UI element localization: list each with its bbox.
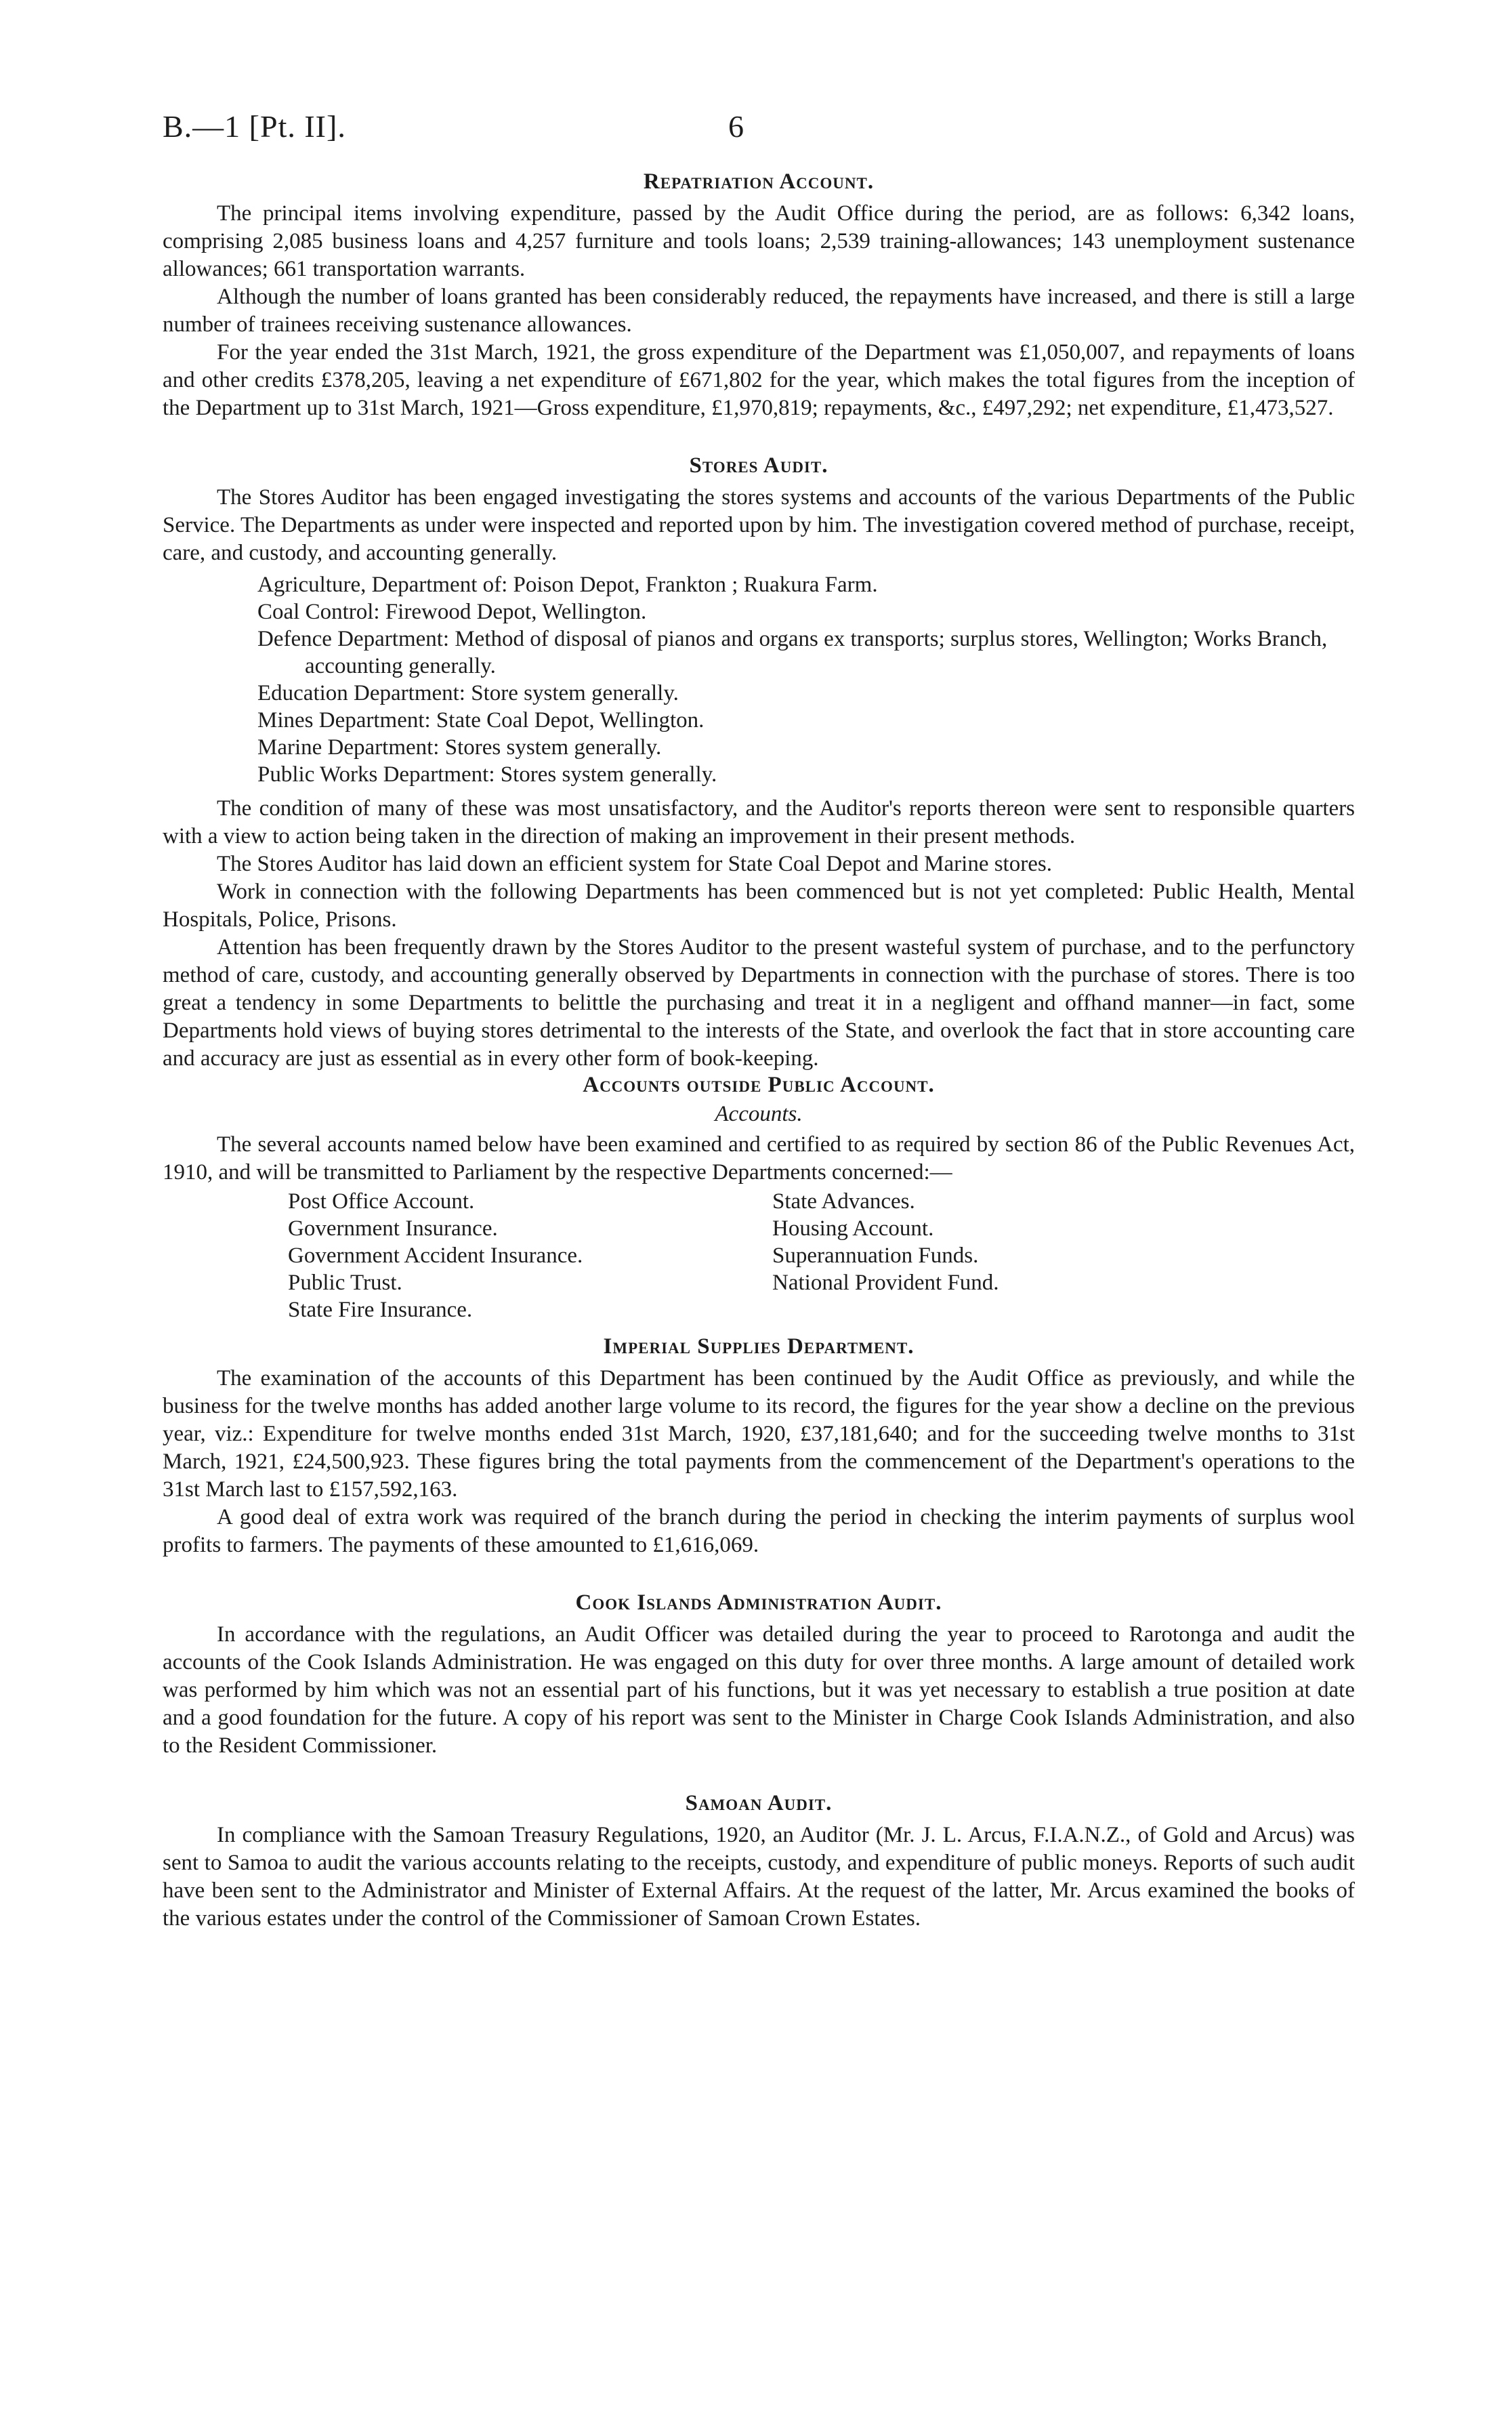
section-imperial-supplies-department: [163, 1334, 1355, 1559]
paragraph: The Stores Auditor has been engaged investigating the stores systems and accounts of the various Departments of the Public Service. The Departments as under were inspected and reported upon by him. The investigation covered method of purchase, receipt, care, and custody, and accounting generally.: [163, 485, 1355, 565]
paragraph: The several accounts named below have been examined and certified to as required by section 86 of the Public Revenues Act, 1910, and will be transmitted to Parliament by the respective Departments concerned:—: [163, 1132, 1355, 1185]
section-heading: Samoan Audit.: [685, 1791, 833, 1815]
section-cook-islands-audit: [163, 1590, 1355, 1760]
paragraph: The Stores Auditor has laid down an efficient system for State Coal Depot and Marine stores.: [217, 852, 1052, 876]
section-stores-audit: [163, 453, 1355, 1073]
list-item: Government Accident Insurance.: [288, 1243, 583, 1268]
list-item: Government Insurance.: [288, 1216, 498, 1241]
list-item: Marine Department: Stores system generally.: [257, 735, 662, 760]
list-item: Agriculture, Department of: Poison Depot, Frankton ; Ruakura Farm.: [257, 573, 878, 597]
section-samoan-audit: [163, 1791, 1355, 1933]
paragraph: In compliance with the Samoan Treasury Regulations, 1920, an Auditor (Mr. J. L. Arcus, F.I.A.N.Z., of Gold and Arcus) was sent to Samoa to audit the various accounts relating to the receipts, custody, and expenditure of public moneys. Reports of such audit have been sent to the Administrator and Minister of External Affairs. At the request of the latter, Mr. Arcus examined the books of the various estates under the control of the Commissioner of Samoan Crown Estates.: [163, 1823, 1355, 1931]
section-heading: Accounts outside Public Account.: [583, 1073, 935, 1097]
list-item: Education Department: Store system generally.: [257, 681, 679, 705]
paragraph: Attention has been frequently drawn by the Stores Auditor to the present wasteful system of purchase, and to the perfunctory method of care, custody, and accounting generally observed by Departments in connection with the purchase of stores. There is too great a tendency in some Departments to belittle the purchasing and treat it in a negligent and offhand manner—in fact, some Departments hold views of buying stores detrimental to the interests of the State, and overlook the fact that in store accounting care and accuracy are just as essential as in every other form of book-keeping.: [163, 935, 1355, 1071]
list-item: National Provident Fund.: [772, 1271, 999, 1295]
list-item: Housing Account.: [772, 1216, 934, 1241]
paragraph: Although the number of loans granted has been considerably reduced, the repayments have increased, and there is still a large number of trainees receiving sustenance allowances.: [163, 285, 1355, 337]
paragraph: The principal items involving expenditure, passed by the Audit Office during the period, are as follows: 6,342 loans, comprising 2,085 business loans and 4,257 furniture and tools loans; 2,539 training-allowances; 143 unemployment sustenance allowances; 661 transportation warrants.: [163, 201, 1355, 281]
accounts-column-right: [772, 1188, 999, 1323]
list-item: Public Works Department: Stores system generally.: [257, 762, 717, 787]
section-heading: Imperial Supplies Department.: [603, 1334, 915, 1359]
page-header: [163, 0, 1355, 169]
paragraph: A good deal of extra work was required of the branch during the period in checking the interim payments of surplus wool profits to farmers. The payments of these amounted to £1,616,069.: [163, 1505, 1355, 1557]
accounts-column-left: [163, 1188, 772, 1323]
list-item: Mines Department: State Coal Depot, Wellington.: [257, 708, 705, 733]
page-number: 6: [728, 109, 744, 144]
paragraph: For the year ended the 31st March, 1921, the gross expenditure of the Department was £1,050,007, and repayments of loans and other credits £378,205, leaving a net expenditure of £671,802 for the year, which makes the total figures from the inception of the Department up to 31st March, 1921—Gross expenditure, £1,970,819; repayments, &c., £497,292; net expenditure, £1,473,527.: [163, 340, 1355, 420]
section-heading: Cook Islands Administration Audit.: [575, 1590, 942, 1615]
list-item: Superannuation Funds.: [772, 1243, 979, 1268]
section-subheading: Accounts.: [715, 1102, 803, 1126]
paragraph: The condition of many of these was most unsatisfactory, and the Auditor's reports thereon were sent to responsible quarters with a view to action being taken in the direction of making an improvement in their present methods.: [163, 796, 1355, 848]
section-repatriation-account: [163, 169, 1355, 422]
paragraph: In accordance with the regulations, an Audit Officer was detailed during the year to proceed to Rarotonga and audit the accounts of the Cook Islands Administration. He was engaged on this duty for over three months. A large amount of detailed work was performed by him which was not an essential part of his functions, but it was yet necessary to establish a true position at date and a good foundation for the future. A copy of his report was sent to the Minister in Charge Cook Islands Administration, and also to the Resident Commissioner.: [163, 1622, 1355, 1758]
document-reference: B.—1 [Pt. II].: [163, 109, 346, 144]
accounts-list: [163, 1188, 1355, 1323]
list-item: Post Office Account.: [288, 1189, 475, 1214]
document-page: [163, 0, 1355, 1933]
list-item: Public Trust.: [288, 1271, 402, 1295]
paragraph: Work in connection with the following Departments has been commenced but is not yet completed: Public Health, Mental Hospitals, Police, Prisons.: [163, 880, 1355, 932]
paragraph: The examination of the accounts of this Department has been continued by the Audit Office as previously, and while the business for the twelve months has added another large volume to its record, the figures for the year show a decline on the previous year, viz.: Expenditure for twelve months ended 31st March, 1920, £37,181,640; and for the succeeding twelve months to 31st March, 1921, £24,500,923. These figures bring the total payments from the commencement of the Department's operations to the 31st March last to £157,592,163.: [163, 1366, 1355, 1502]
section-heading: Repatriation Account.: [643, 169, 875, 194]
list-item: Defence Department: Method of disposal of pianos and organs ex transports; surplus stores, Wellington; Works Branch, accounting generally.: [257, 627, 1328, 678]
section-heading: Stores Audit.: [689, 453, 828, 478]
section-accounts-outside-public-account: [163, 1073, 1355, 1323]
list-item: State Fire Insurance.: [288, 1298, 473, 1322]
departments-list: [257, 571, 1355, 788]
list-item: Coal Control: Firewood Depot, Wellington.: [257, 600, 647, 624]
list-item: State Advances.: [772, 1189, 915, 1214]
